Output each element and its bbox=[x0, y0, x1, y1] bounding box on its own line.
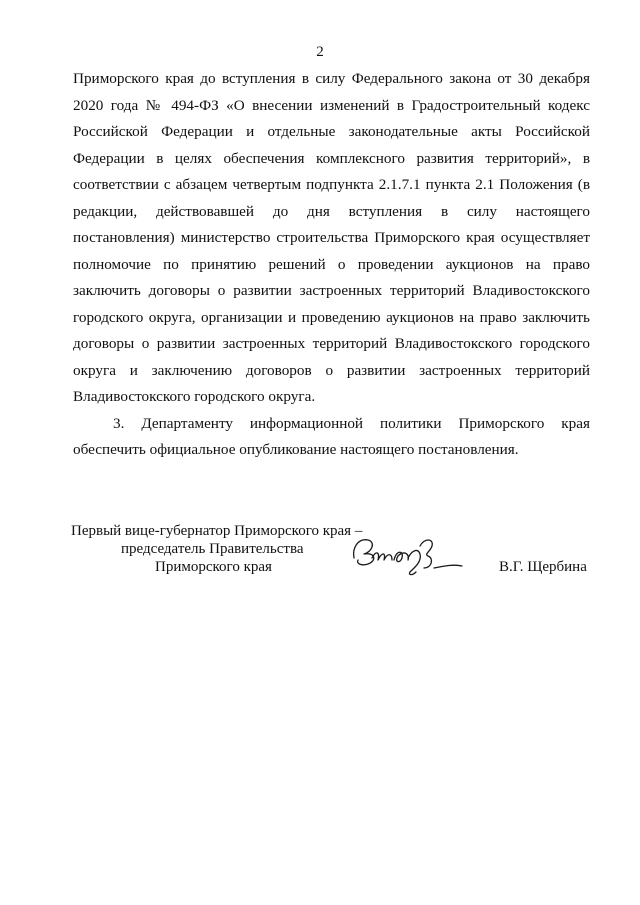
body-paragraph-continuation: Приморского края до вступления в силу Федерального закона от 30 декабря 2020 года № 494-ФЗ «О внесении изменений в Градостроительный кодекс Российской Федерации и отдельные законодательные акты Российской Федерации в целях обеспечения комплексного развития территорий», в соответствии с абзацем четвертым подпункта 2.1.7.1 пункта 2.1 Положения (в редакции, действовавшей до дня вступления в силу настоящего постановления) министерство строительства Приморского края осуществляет полномочие по принятию решений о проведении аукционов на право заключить договоры о развитии застроенных территорий Владивостокского городского округа, организации и проведению аукционов на право заключить договоры о развитии застроенных территорий Владивостокского городского округа и заключению договоров о развитии застроенных территорий Владивостокского городского округа. bbox=[73, 70, 590, 405]
signatory-title-line-1: Первый вице-губернатор Приморского края – bbox=[71, 523, 363, 539]
signatory-name: В.Г. Щербина bbox=[499, 559, 587, 575]
document-body bbox=[73, 66, 590, 464]
body-paragraph-item-3: 3. Департаменту информационной политики Приморского края обеспечить официальное опубликование настоящего постановления. bbox=[73, 414, 590, 458]
signatory-title-line-3: Приморского края bbox=[155, 559, 272, 575]
handwritten-signature bbox=[348, 528, 466, 578]
signatory-title-line-2: председатель Правительства bbox=[121, 541, 304, 557]
page-number: 2 bbox=[316, 44, 324, 60]
